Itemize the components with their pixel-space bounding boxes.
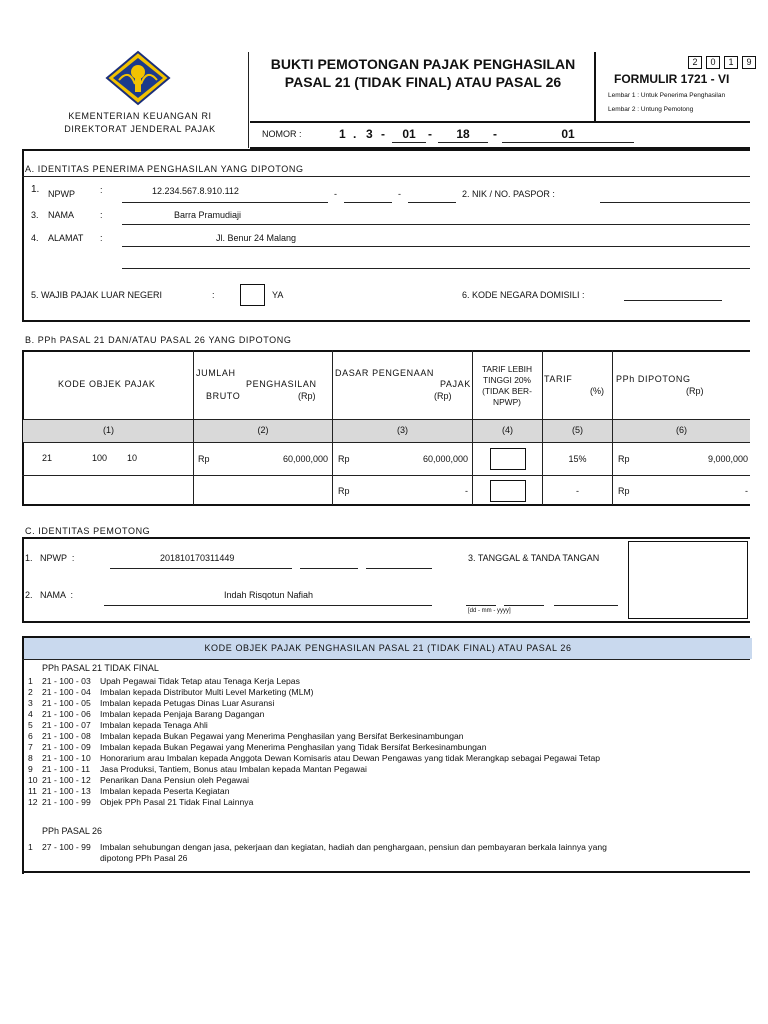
- wp-luar-negeri-checkbox[interactable]: [240, 284, 265, 306]
- item-code: 27 - 100 - 99: [42, 842, 91, 852]
- section-c-heading: C. IDENTITAS PEMOTONG: [25, 526, 151, 536]
- item-code: 21 - 100 - 05: [42, 698, 91, 708]
- item-no: 3: [28, 698, 33, 708]
- item-no: 1: [28, 842, 33, 852]
- nomor-separator: -: [381, 127, 385, 141]
- nomor-separator: -: [428, 127, 432, 141]
- nama-label: NAMA: [48, 210, 75, 220]
- nama-number: 3.: [31, 210, 39, 220]
- nomor-separator: -: [493, 127, 497, 141]
- item-code: 21 - 100 - 03: [42, 676, 91, 686]
- kode-part: 21: [42, 453, 53, 463]
- col-tarif-header: TARIF: [544, 374, 573, 384]
- npwp-label: NPWP: [48, 189, 75, 199]
- currency-label: Rp: [198, 454, 210, 464]
- tarif-value: 15%: [568, 454, 587, 464]
- nomor-part: 01: [561, 127, 575, 141]
- bruto-value: 60,000,000: [282, 454, 328, 464]
- col-dpp-header: DASAR PENGENAAN: [335, 368, 435, 378]
- kode-part: 10: [127, 453, 138, 463]
- item-code: 21 - 100 - 08: [42, 731, 91, 741]
- col-bruto-header: BRUTO: [206, 391, 241, 401]
- year-digit: 2: [688, 56, 702, 69]
- col-number: (4): [502, 425, 513, 435]
- item-code: 21 - 100 - 11: [42, 764, 91, 774]
- dpp-value: 60,000,000: [422, 454, 468, 464]
- col-bruto-unit: (Rp): [298, 391, 316, 401]
- col-number: (3): [397, 425, 408, 435]
- ya-label: YA: [272, 290, 284, 300]
- colon: :: [212, 290, 215, 300]
- pemotong-npwp-value: 201810170311449: [160, 553, 235, 563]
- year-digit: 0: [706, 56, 720, 69]
- npwp-number: 1.: [31, 184, 40, 195]
- col-bruto-header: JUMLAH: [196, 368, 236, 378]
- form-code: FORMULIR 1721 - VI: [614, 72, 730, 86]
- kode-part: 100: [92, 453, 108, 463]
- tarif-lebih-checkbox[interactable]: [490, 480, 526, 502]
- item-no: 10: [28, 775, 38, 785]
- col-number: (1): [103, 425, 114, 435]
- wp-luar-negeri-label: 5. WAJIB PAJAK LUAR NEGERI: [31, 290, 163, 300]
- item-desc: Honorarium arau Imbalan kepada Anggota Dewan Komisaris atau Dewan Pengawas yang tidak Merangkap sebagai Pegawai Tetap: [100, 753, 601, 763]
- colon: :: [100, 233, 103, 243]
- header-line: (TIDAK BER-: [482, 386, 532, 396]
- form-title-line1: BUKTI PEMOTONGAN PAJAK PENGHASILAN: [270, 56, 576, 72]
- item-desc: dipotong PPh Pasal 26: [100, 853, 188, 863]
- directorate-name: DIREKTORAT JENDERAL PAJAK: [64, 124, 216, 134]
- col-dpp-header: PAJAK: [440, 379, 471, 389]
- item-no: 1: [28, 676, 33, 686]
- col-number: (6): [676, 425, 687, 435]
- col-tarif-unit: (%): [590, 386, 604, 396]
- item-code: 21 - 100 - 10: [42, 753, 91, 763]
- item-no: 9: [28, 764, 33, 774]
- pemotong-npwp-label: 1. NPWP :: [25, 553, 75, 563]
- currency-label: Rp: [618, 454, 630, 464]
- group-title: PPh PASAL 21 TIDAK FINAL: [42, 663, 159, 673]
- tarif-value: -: [576, 486, 579, 496]
- item-code: 21 - 100 - 12: [42, 775, 91, 785]
- year-digit: 9: [742, 56, 756, 69]
- group-title: PPh PASAL 26: [42, 826, 103, 836]
- nik-label: 2. NIK / NO. PASPOR :: [462, 189, 555, 199]
- npwp-dash: -: [334, 189, 337, 199]
- item-desc: Imbalan kepada Tenaga Ahli: [100, 720, 208, 730]
- item-no: 7: [28, 742, 33, 752]
- col-number: (2): [257, 425, 269, 435]
- currency-label: Rp: [338, 454, 350, 464]
- colon: :: [100, 210, 103, 220]
- pemotong-nama-value: Indah Risqotun Nafiah: [224, 590, 314, 600]
- nama-value: Barra Pramudiaji: [174, 210, 242, 220]
- item-desc: Jasa Produksi, Tantiem, Bonus atau Imbalan kepada Mantan Pegawai: [100, 764, 367, 774]
- item-desc: Imbalan kepada Peserta Kegiatan: [100, 786, 230, 796]
- nomor-part: 3: [366, 127, 373, 141]
- nomor-part: 1: [339, 127, 346, 141]
- year-digit: 1: [724, 56, 738, 69]
- ministry-logo-icon: [105, 50, 171, 106]
- section-a-heading: A. IDENTITAS PENERIMA PENGHASILAN YANG DIPOTONG: [25, 164, 304, 174]
- colon: :: [100, 185, 103, 195]
- tanggal-label: 3. TANGGAL & TANDA TANGAN: [468, 553, 600, 563]
- currency-label: Rp: [618, 486, 630, 496]
- npwp-dash: -: [398, 189, 401, 199]
- item-code: 21 - 100 - 09: [42, 742, 91, 752]
- col-bruto-header: PENGHASILAN: [246, 379, 317, 389]
- kode-negara-label: 6. KODE NEGARA DOMISILI :: [462, 290, 585, 300]
- item-code: 21 - 100 - 13: [42, 786, 91, 796]
- pph-value: 9,000,000: [707, 454, 748, 464]
- nomor-part: 01: [402, 127, 416, 141]
- dpp-value: -: [465, 486, 468, 496]
- header-line: TARIF LEBIH: [481, 364, 533, 374]
- form-title-line2: PASAL 21 (TIDAK FINAL) ATAU PASAL 26: [284, 74, 562, 90]
- item-code: 21 - 100 - 99: [42, 797, 91, 807]
- col-tarif-lebih-header: [474, 364, 540, 408]
- item-no: 6: [28, 731, 33, 741]
- pph-value: -: [745, 486, 748, 496]
- nomor-part: 18: [456, 127, 470, 141]
- col-dpp-unit: (Rp): [434, 391, 452, 401]
- npwp-value: 12.234.567.8.910.112: [152, 186, 239, 196]
- item-desc: Imbalan kepada Penjaja Barang Dagangan: [100, 709, 265, 719]
- signature-box[interactable]: [628, 541, 748, 619]
- item-no: 4: [28, 709, 33, 719]
- item-desc: Imbalan kepada Bukan Pegawai yang Menerima Penghasilan yang Bersifat Berkesinambungan: [100, 731, 464, 741]
- ministry-name: KEMENTERIAN KEUANGAN RI: [68, 111, 212, 121]
- header-line: TINGGI 20%: [483, 375, 531, 385]
- code-list-banner: KODE OBJEK PAJAK PENGHASILAN PASAL 21 (TIDAK FINAL) ATAU PASAL 26: [24, 638, 752, 659]
- item-code: 21 - 100 - 06: [42, 709, 91, 719]
- pemotong-nama-label: 2. NAMA :: [25, 590, 74, 600]
- alamat-label: ALAMAT: [48, 233, 84, 243]
- col-pph-header: PPh DIPOTONG: [616, 374, 691, 384]
- item-no: 8: [28, 753, 33, 763]
- col-pph-unit: (Rp): [686, 386, 704, 396]
- col-kode-header: KODE OBJEK PAJAK: [58, 379, 156, 389]
- item-desc: Penarikan Dana Pensiun oleh Pegawai: [100, 775, 250, 785]
- item-no: 11: [28, 786, 37, 796]
- item-code: 21 - 100 - 07: [42, 720, 91, 730]
- sheet-note-2: Lembar 2 : Untung Pemotong: [608, 106, 694, 113]
- item-desc: Objek PPh Pasal 21 Tidak Final Lainnya: [100, 797, 254, 807]
- item-code: 21 - 100 - 04: [42, 687, 91, 697]
- item-no: 5: [28, 720, 33, 730]
- item-no: 12: [28, 797, 38, 807]
- col-number: (5): [572, 425, 583, 435]
- tarif-lebih-checkbox[interactable]: [490, 448, 526, 470]
- alamat-number: 4.: [31, 233, 39, 243]
- nomor-label: NOMOR :: [262, 129, 302, 139]
- item-desc: Imbalan kepada Distributor Multi Level Marketing (MLM): [100, 687, 314, 697]
- alamat-value: Jl. Benur 24 Malang: [216, 233, 297, 243]
- currency-label: Rp: [338, 486, 350, 496]
- date-format-hint: [dd - mm - yyyy]: [468, 608, 511, 614]
- item-desc: Imbalan kepada Petugas Dinas Luar Asuransi: [100, 698, 275, 708]
- item-no: 2: [28, 687, 33, 697]
- section-b-heading: B. PPh PASAL 21 DAN/ATAU PASAL 26 YANG DIPOTONG: [25, 335, 292, 345]
- nomor-separator: .: [353, 127, 357, 141]
- header-line: NPWP): [493, 397, 521, 407]
- item-desc: Imbalan sehubungan dengan jasa, pekerjaan dan kegiatan, hadiah dan penghargaan, pensiun dan pembayaran berkala lainnya yang: [100, 842, 607, 852]
- sheet-note-1: Lembar 1 : Untuk Penerima Penghasilan: [608, 92, 726, 99]
- item-desc: Imbalan kepada Bukan Pegawai yang Menerima Penghasilan yang Tidak Bersifat Berkesinambungan: [100, 742, 487, 752]
- item-desc: Upah Pegawai Tidak Tetap atau Tenaga Kerja Lepas: [100, 676, 300, 686]
